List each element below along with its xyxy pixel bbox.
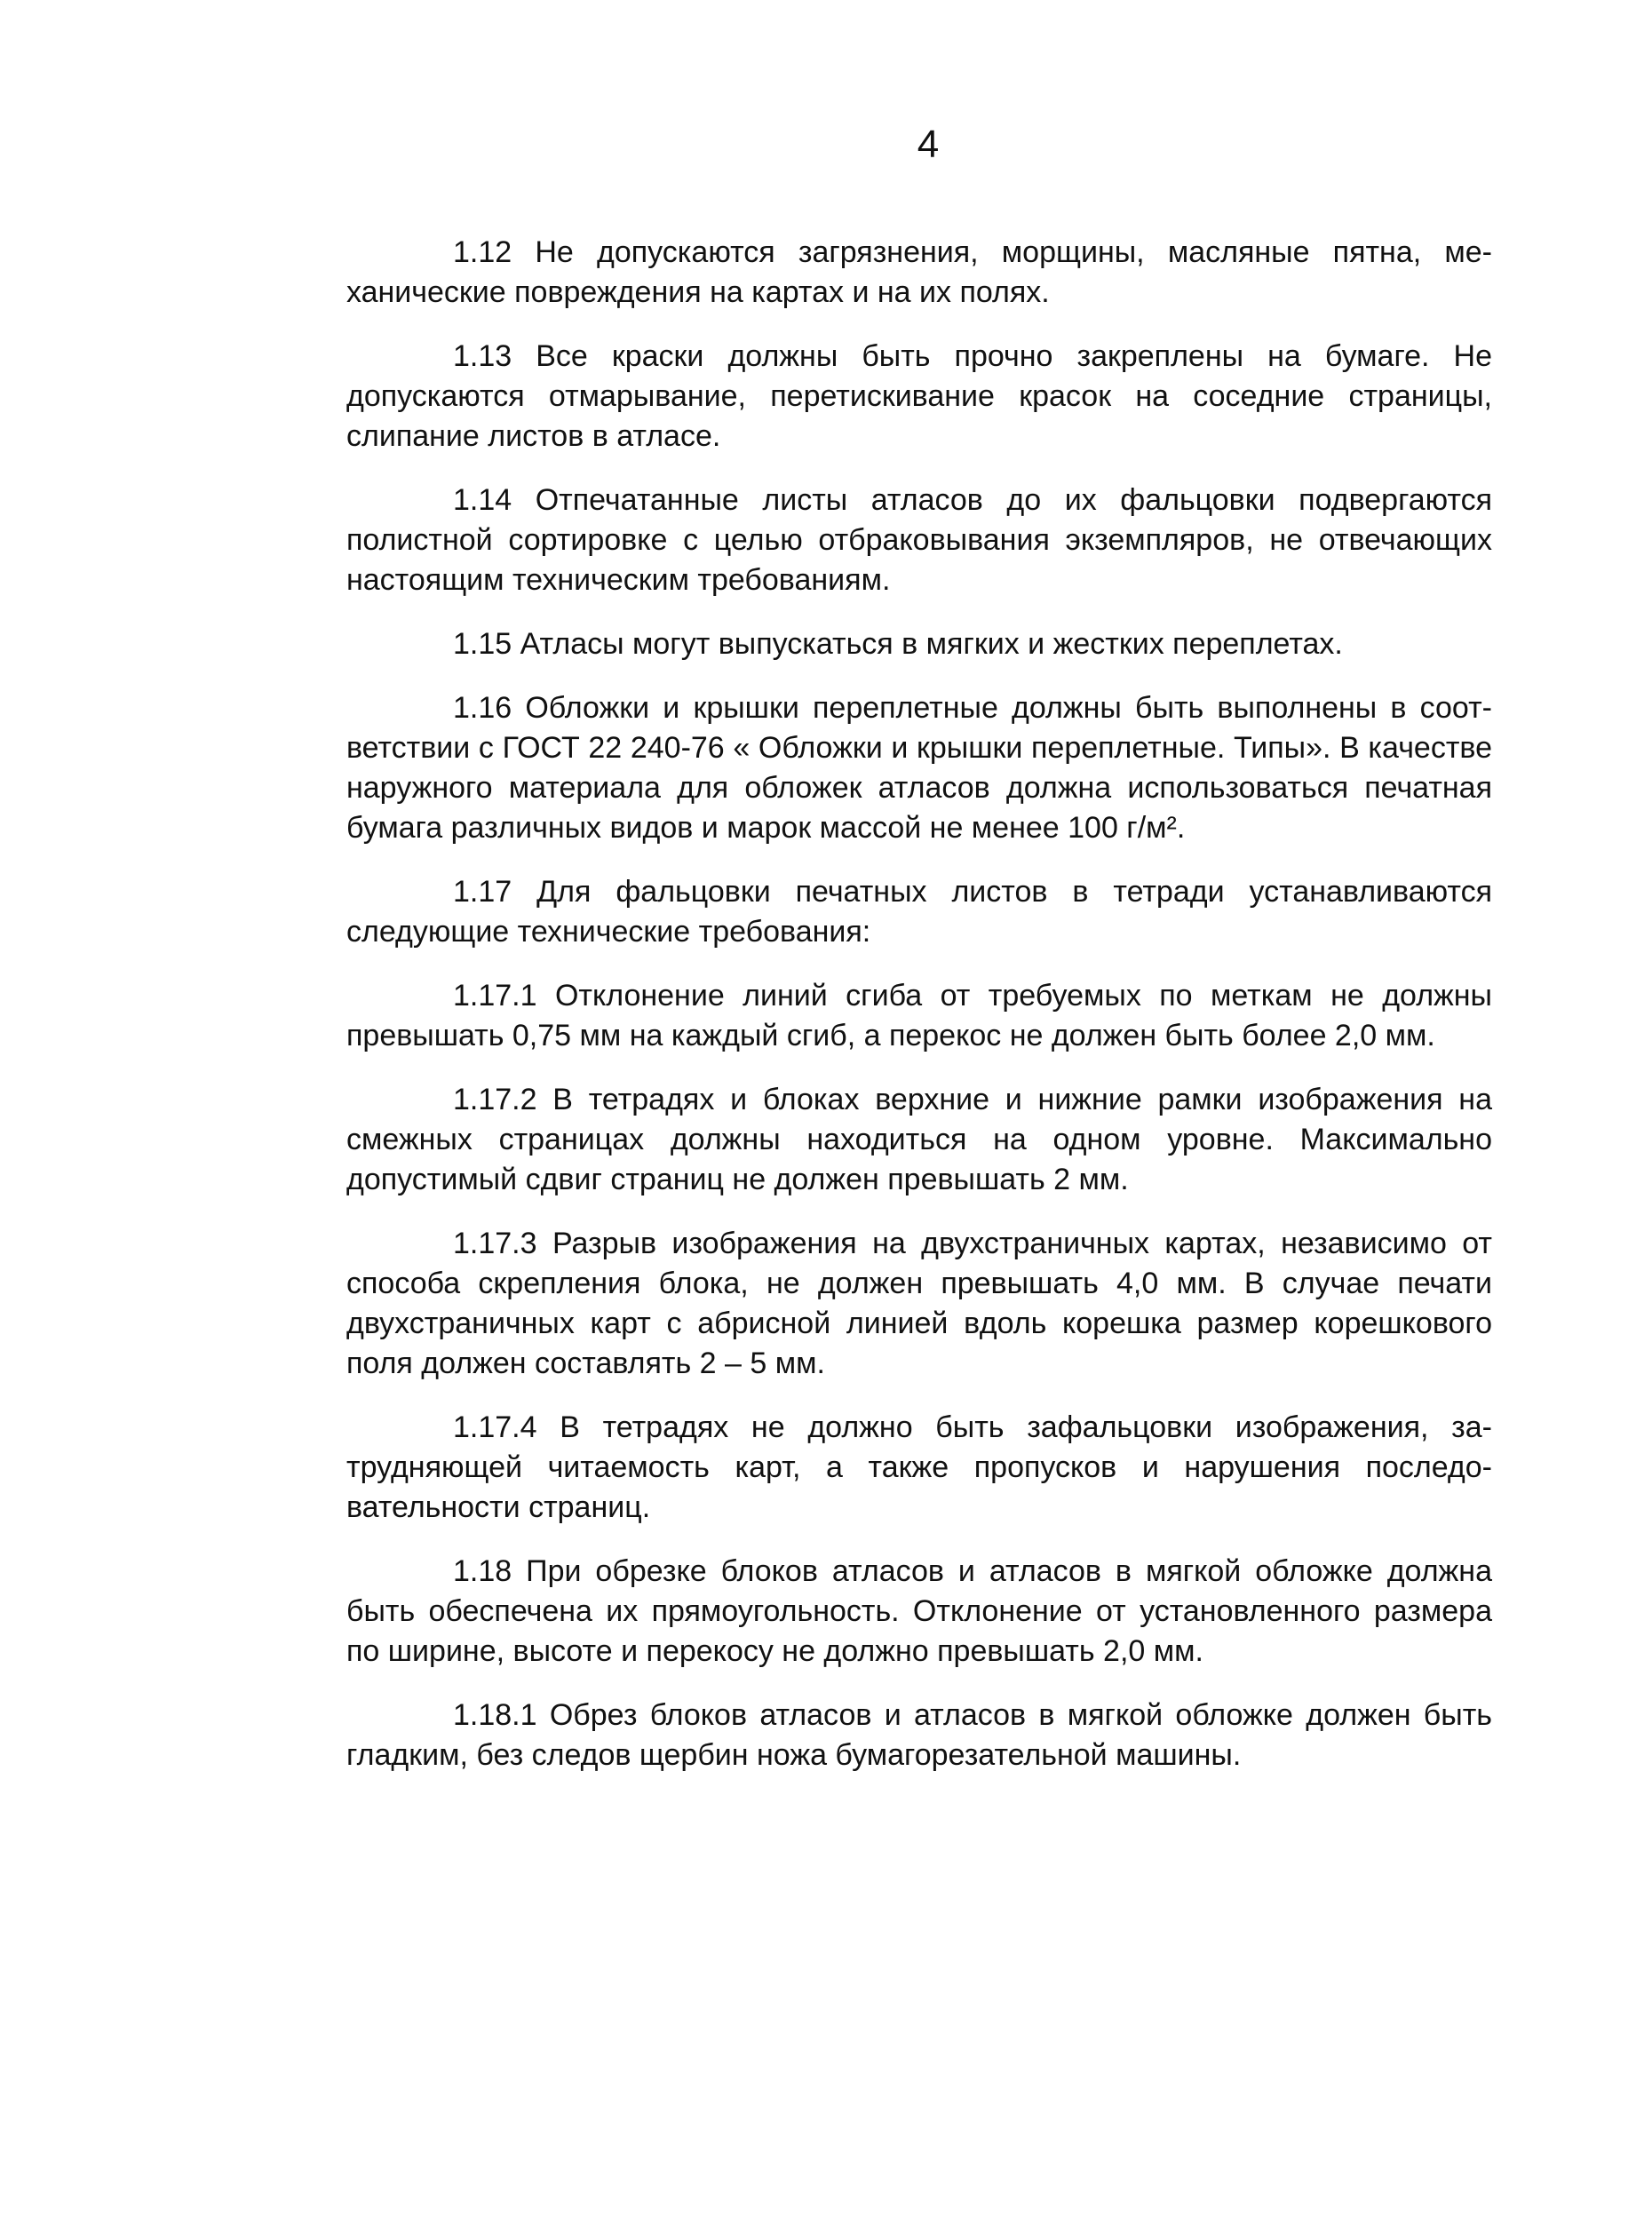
- clause-1-17-4: 1.17.4 В тетрадях не должно быть зафальцовки изображения, затрудняющей читаемость карт, а также пропусков и нарушения последовательности страниц.: [346, 1410, 1492, 1524]
- document-body: [346, 233, 1492, 1799]
- clause-1-17: 1.17 Для фальцовки печатных листов в тетради устанавливаются следующие технические требования:: [346, 875, 1492, 949]
- page-number: 4: [917, 123, 940, 166]
- clause-1-12: 1.12 Не допускаются загрязнения, морщины, масляные пятна, механические повреждения на картах и на их полях.: [346, 235, 1492, 309]
- clause-1-17-3: 1.17.3 Разрыв изображения на двухстраничных картах, независимо от способа скрепления блока, не должен превышать 4,0 мм. В случае печати двухстраничных карт с абрисной линией вдоль корешка размер корешкового поля должен составлять 2 – 5 мм.: [346, 1227, 1492, 1380]
- clause-1-14: 1.14 Отпечатанные листы атласов до их фальцовки подвергаются полистной сортировке с целью отбраковывания экземпляров, не отвечающих настоящим техническим требованиям.: [346, 483, 1492, 597]
- clause-1-13: 1.13 Все краски должны быть прочно закреплены на бумаге. Не допускаются отмарывание, перетискивание красок на соседние страницы, слипание листов в атласе.: [346, 339, 1492, 453]
- clause-1-17-1: 1.17.1 Отклонение линий сгиба от требуемых по меткам не должны превышать 0,75 мм на каждый сгиб, а перекос не должен быть более 2,0 мм.: [346, 979, 1492, 1052]
- clause-1-18-1: 1.18.1 Обрез блоков атласов и атласов в мягкой обложке должен быть гладким, без следов щербин ножа бумагорезательной машины.: [346, 1698, 1492, 1772]
- clause-1-18: 1.18 При обрезке блоков атласов и атласов в мягкой обложке должна быть обеспечена их прямоугольность. Отклонение от установленного размера по ширине, высоте и перекосу не должно превышать 2,0 мм.: [346, 1554, 1492, 1668]
- clause-1-17-2: 1.17.2 В тетрадях и блоках верхние и нижние рамки изображения на смежных страницах должны находиться на одном уровне. Максимально допустимый сдвиг страниц не должен превышать 2 мм.: [346, 1083, 1492, 1196]
- clause-1-16: 1.16 Обложки и крышки переплетные должны быть выполнены в соответствии с ГОСТ 22 240-76 « Обложки и крышки переплетные. Типы». В качестве наружного материала для обложек атласов должна использоваться печатная бумага различных видов и марок массой не менее 100 г/м².: [346, 691, 1492, 845]
- clause-1-15: 1.15 Атласы могут выпускаться в мягких и жестких переплетах.: [453, 627, 1343, 661]
